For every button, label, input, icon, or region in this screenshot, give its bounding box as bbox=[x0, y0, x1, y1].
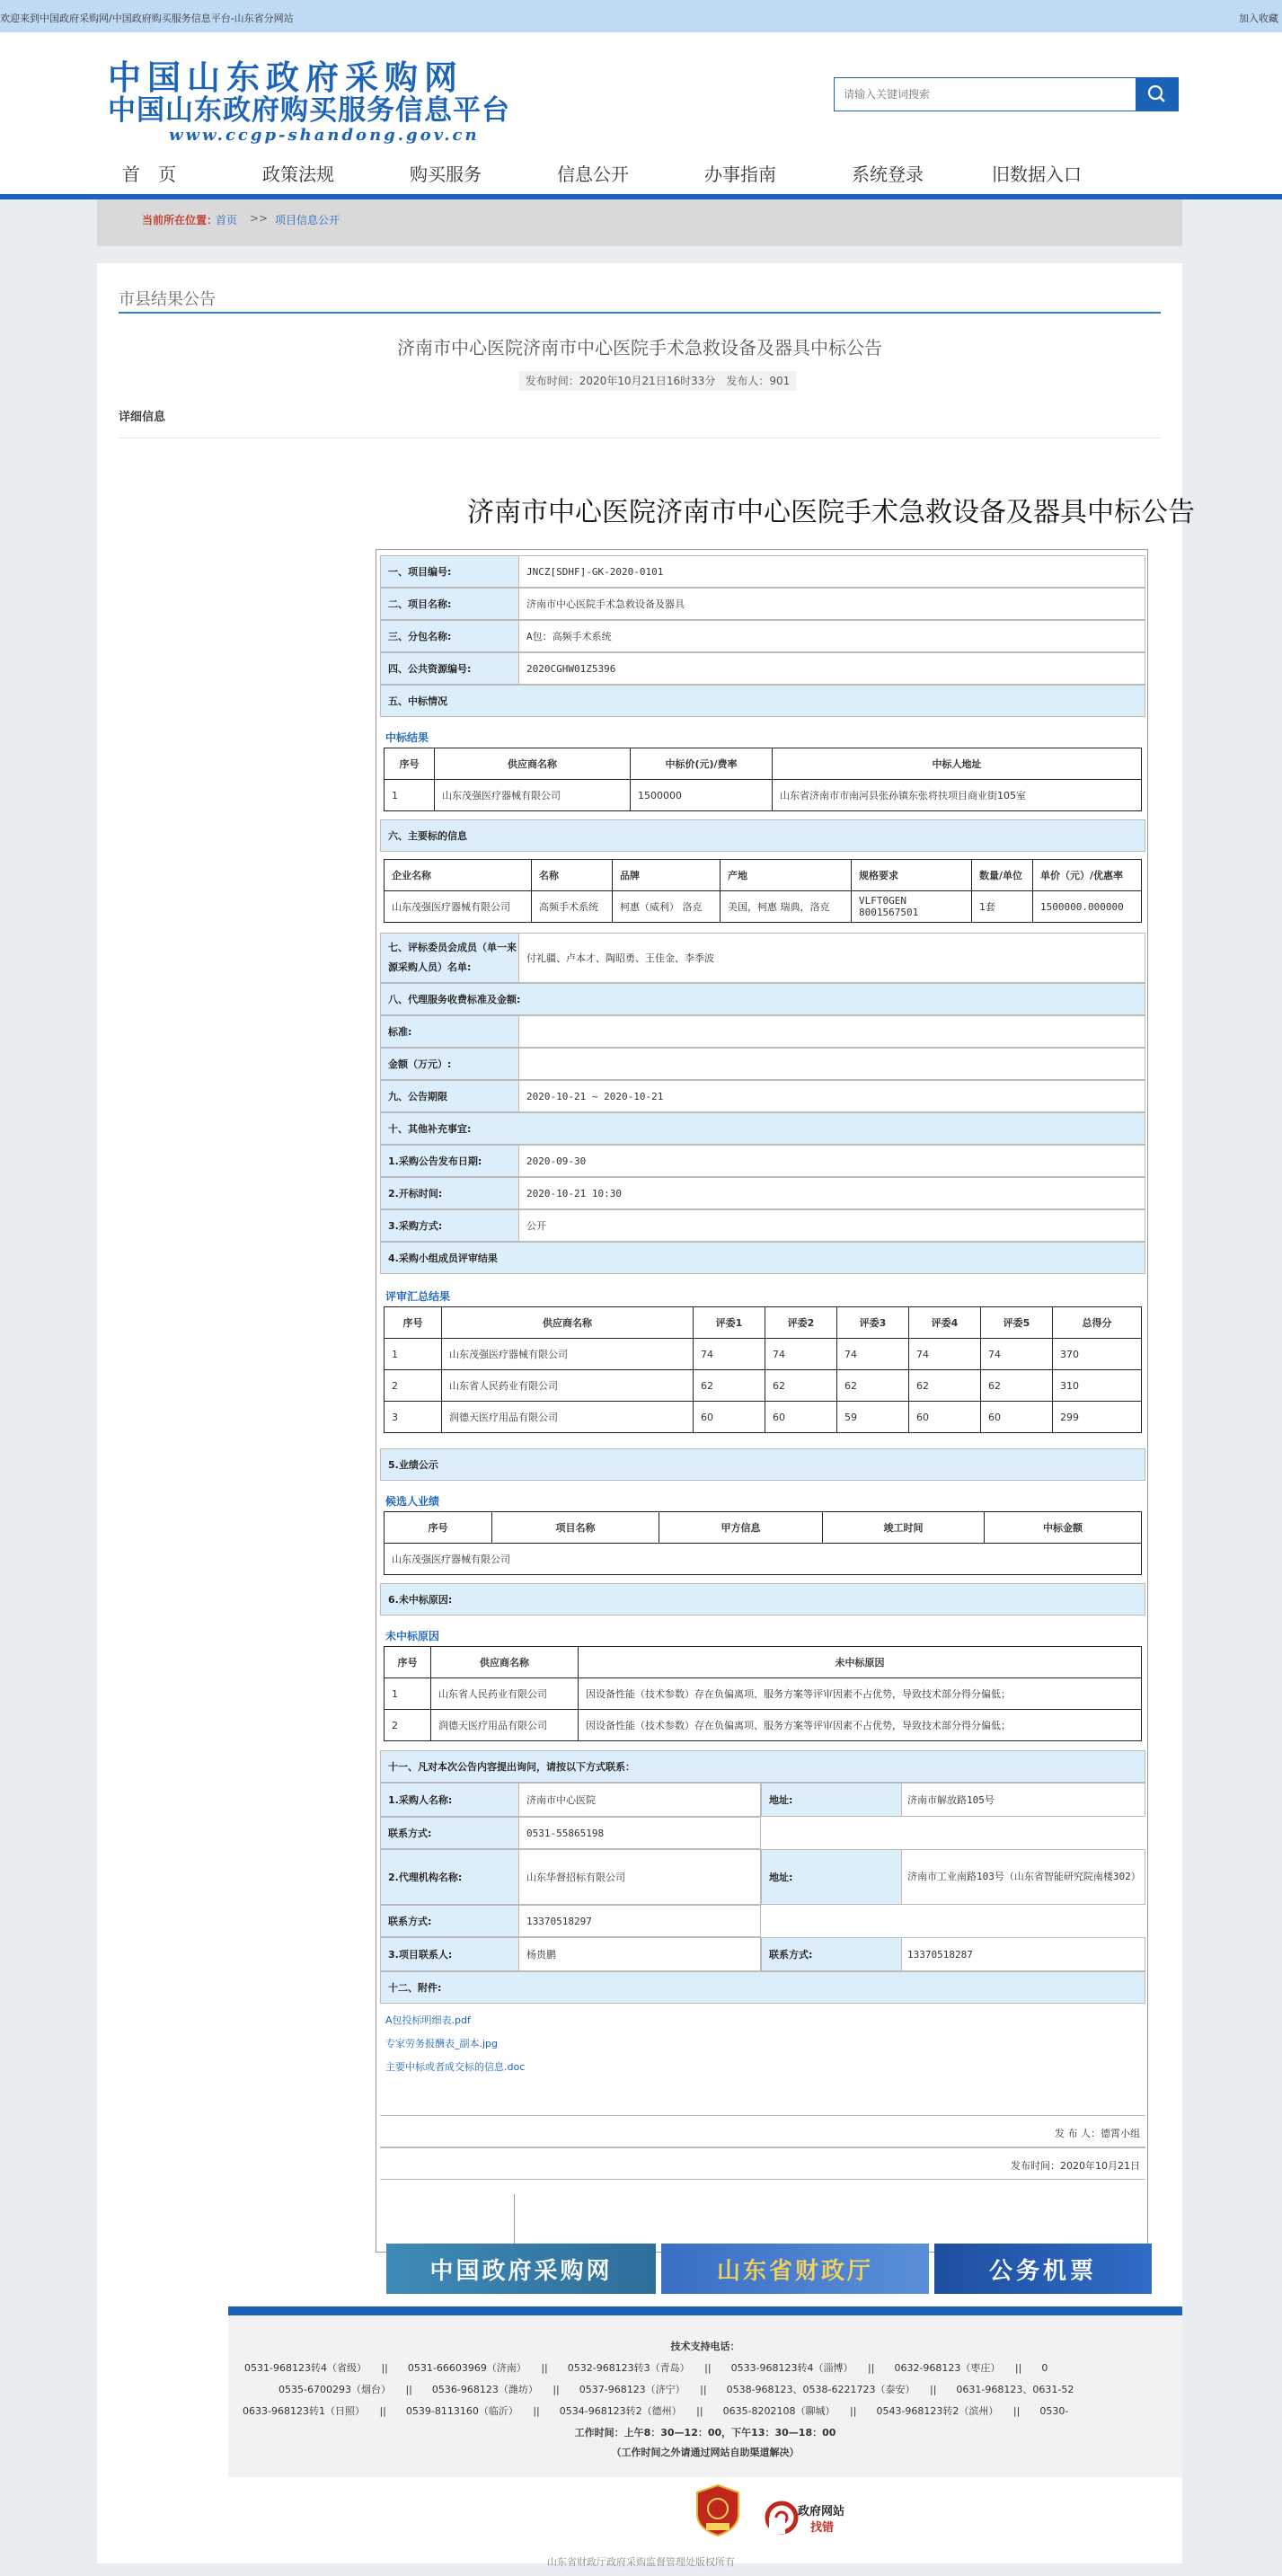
table-header: 产地 bbox=[721, 860, 852, 891]
table-row bbox=[385, 1678, 1142, 1710]
table-cell: 因设备性能（技术参数）存在负偏离项、服务方案等评审因素不占优势，导致技术部分得分偏低； bbox=[579, 1678, 1142, 1710]
nav-policy[interactable]: 政策法规 bbox=[262, 164, 334, 185]
table-cell: 60 bbox=[694, 1402, 765, 1433]
table-cell: 74 bbox=[765, 1339, 837, 1370]
row-fee-heading bbox=[380, 983, 1145, 1015]
table-header: 供应商名称 bbox=[431, 1647, 579, 1678]
table-cell: 62 bbox=[694, 1370, 765, 1402]
label-agency-phone: 联系方式: bbox=[381, 1906, 519, 1936]
table-header: 品牌 bbox=[613, 860, 721, 891]
table-cell: 因设备性能（技术参数）存在负偏离项、服务方案等评审因素不占优势，导致技术部分得分偏低； bbox=[579, 1710, 1142, 1741]
items-table bbox=[384, 859, 1142, 923]
row-notice-period bbox=[380, 1080, 1145, 1112]
score-subtitle: 评审汇总结果 bbox=[385, 1290, 451, 1303]
table-header: 评委1 bbox=[694, 1307, 765, 1339]
label-agency: 2.代理机构名称: bbox=[381, 1850, 519, 1904]
row-agency-address bbox=[761, 1849, 1145, 1905]
row-attach-heading bbox=[380, 1971, 1145, 2004]
top-bar bbox=[0, 0, 1282, 32]
label-fee-standard: 标准: bbox=[381, 1016, 519, 1047]
table-row bbox=[385, 1710, 1142, 1741]
table-header: 项目名称 bbox=[492, 1512, 659, 1544]
label-purchaser-address: 地址: bbox=[762, 1784, 902, 1816]
table-cell: 310 bbox=[1053, 1370, 1142, 1402]
row-method bbox=[380, 1209, 1145, 1242]
table-cell: 1套 bbox=[972, 891, 1033, 923]
table-cell: 370 bbox=[1053, 1339, 1142, 1370]
table-cell: 润德天医疗用品有限公司 bbox=[442, 1402, 694, 1433]
table-cell: 62 bbox=[909, 1370, 981, 1402]
label-contact-person: 3.项目联系人: bbox=[381, 1938, 519, 1970]
row-contact-person bbox=[380, 1937, 761, 1971]
table-cell: VLFT0GEN 8001567501 bbox=[852, 891, 972, 923]
heading-review: 4.采购小组成员评审结果 bbox=[381, 1243, 1145, 1273]
label-agency-address: 地址: bbox=[762, 1850, 902, 1904]
table-header: 序号 bbox=[385, 1512, 492, 1544]
table-row bbox=[385, 780, 1142, 811]
win-subtitle: 中标结果 bbox=[385, 731, 429, 744]
value-committee: 付礼疆、卢本才、陶昭勇、王佳金、李季波 bbox=[526, 952, 714, 964]
heading-win: 五、中标情况 bbox=[381, 686, 1145, 716]
table-header: 甲方信息 bbox=[659, 1512, 823, 1544]
table-header-row bbox=[385, 1307, 1142, 1339]
breadcrumb-label: 当前所在位置： bbox=[142, 214, 218, 226]
row-project-name bbox=[380, 588, 1145, 620]
lose-table bbox=[384, 1646, 1142, 1741]
row-fee-amount bbox=[380, 1048, 1145, 1080]
value-project-name: 济南市中心医院手术急救设备及器具 bbox=[526, 598, 685, 610]
pubtime-text: 发布时间：2020年10月21日 bbox=[1011, 2160, 1140, 2172]
table-header: 评委5 bbox=[981, 1307, 1053, 1339]
table-header: 规格要求 bbox=[852, 860, 972, 891]
label-method: 3.采购方式: bbox=[381, 1210, 519, 1241]
value-contact-person: 杨贵鹏 bbox=[526, 1949, 556, 1961]
table-cell: 74 bbox=[909, 1339, 981, 1370]
doc-corner-cell bbox=[376, 2194, 515, 2248]
table-header: 评委4 bbox=[909, 1307, 981, 1339]
table-cell: 山东茂强医疗器械有限公司 bbox=[442, 1339, 694, 1370]
heading-perf: 5.业绩公示 bbox=[381, 1449, 1145, 1480]
row-other-heading bbox=[380, 1112, 1145, 1145]
table-header: 竣工时间 bbox=[823, 1512, 985, 1544]
table-header: 序号 bbox=[385, 1647, 431, 1678]
value-agency: 山东华督招标有限公司 bbox=[526, 1872, 625, 1883]
label-committee: 七、评标委员会成员（单一来源采购人员）名单: bbox=[381, 934, 519, 982]
heading-attach: 十二、附件: bbox=[381, 1972, 1145, 2003]
value-purchaser-phone: 0531-55865198 bbox=[526, 1827, 605, 1839]
gov-site-sub: 找错 bbox=[810, 2521, 835, 2535]
nav-login[interactable]: 系统登录 bbox=[852, 164, 924, 185]
row-project-code bbox=[380, 555, 1145, 588]
table-row bbox=[385, 1402, 1142, 1433]
heading-items: 六、主要标的信息 bbox=[381, 820, 1145, 851]
search-input[interactable] bbox=[835, 78, 1131, 111]
table-cell: 60 bbox=[909, 1402, 981, 1433]
table-cell: 1 bbox=[385, 1339, 442, 1370]
nav-services[interactable]: 购买服务 bbox=[410, 164, 482, 185]
banner-finance[interactable]: 山东省财政厅 bbox=[661, 2244, 929, 2294]
row-package-name bbox=[380, 620, 1145, 652]
table-cell: 59 bbox=[837, 1402, 909, 1433]
value-contact-phone: 13370518287 bbox=[907, 1948, 973, 1961]
row-open-time bbox=[380, 1177, 1145, 1209]
search-button[interactable] bbox=[1136, 77, 1179, 111]
row-contact-phone bbox=[761, 1937, 1145, 1971]
party-badge-icon[interactable] bbox=[694, 2483, 742, 2537]
nav-info[interactable]: 信息公开 bbox=[557, 164, 629, 185]
row-agency bbox=[380, 1849, 761, 1905]
logo-url: www.ccgp-shandong.gov.cn bbox=[169, 126, 480, 145]
article-title: 济南市中心医院济南市中心医院手术急救设备及器具中标公告 bbox=[397, 337, 882, 359]
breadcrumb-home[interactable]: 首页 bbox=[216, 214, 238, 226]
table-cell: 美国，柯惠 瑞典，洛克 bbox=[721, 891, 852, 923]
row-purchaser-phone bbox=[380, 1817, 761, 1849]
row-publish-date bbox=[380, 1145, 1145, 1177]
row-purchaser bbox=[380, 1783, 761, 1817]
table-header: 总得分 bbox=[1053, 1307, 1142, 1339]
label-project-code: 一、项目编号: bbox=[381, 556, 519, 587]
value-notice-period: 2020-10-21 ~ 2020-10-21 bbox=[526, 1090, 664, 1102]
table-cell: 2 bbox=[385, 1710, 431, 1741]
announcement-document bbox=[376, 549, 1148, 2253]
document-title: 济南市中心医院济南市中心医院手术急救设备及器具中标公告 bbox=[467, 497, 1195, 528]
table-cell: 74 bbox=[694, 1339, 765, 1370]
footer-hours: 工作时间：上午8：30—12：00，下午13：30—18：00 bbox=[574, 2427, 836, 2439]
gov-site-error-badge[interactable] bbox=[764, 2498, 862, 2537]
table-cell: 柯惠（威利） 洛克 bbox=[613, 891, 721, 923]
table-header: 供应商名称 bbox=[442, 1307, 694, 1339]
section-divider bbox=[119, 312, 1161, 314]
gov-site-label: 政府网站 bbox=[798, 2505, 845, 2518]
row-pubtime bbox=[380, 2147, 1145, 2180]
table-header-row bbox=[385, 1647, 1142, 1678]
table-cell: 62 bbox=[981, 1370, 1053, 1402]
table-header: 供应商名称 bbox=[435, 748, 631, 780]
footer-phone-line: 0531-968123转4（省级） || 0531-66603969（济南） || 0532-968123转3（青岛） || 0533-968123转4（淄博） || 0632-968123（枣庄） || 0 bbox=[244, 2362, 1048, 2374]
heading-fee: 八、代理服务收费标准及金额: bbox=[381, 984, 1145, 1014]
table-header: 评委3 bbox=[837, 1307, 909, 1339]
row-win-heading bbox=[380, 685, 1145, 717]
table-header: 企业名称 bbox=[385, 860, 532, 891]
table-row bbox=[385, 891, 1142, 923]
row-resource-code bbox=[380, 652, 1145, 685]
table-cell: 山东省人民药业有限公司 bbox=[431, 1678, 579, 1710]
row-committee bbox=[380, 933, 1145, 983]
main-nav bbox=[0, 158, 1282, 198]
table-header: 单价（元）/优惠率 bbox=[1033, 860, 1142, 891]
table-cell: 山东省人民药业有限公司 bbox=[442, 1370, 694, 1402]
table-header: 中标价(元)/费率 bbox=[631, 748, 773, 780]
table-header-row bbox=[385, 1512, 1142, 1544]
detail-heading: 详细信息 bbox=[119, 411, 166, 424]
footer-title: 技术支持电话： bbox=[670, 2341, 740, 2352]
nav-guide[interactable]: 办事指南 bbox=[704, 164, 776, 185]
publisher-text: 发 布 人：德霄小组 bbox=[1055, 2128, 1140, 2139]
table-cell: 3 bbox=[385, 1402, 442, 1433]
table-row bbox=[385, 1370, 1142, 1402]
nav-old-data[interactable]: 旧数据入口 bbox=[992, 164, 1082, 185]
attachment-link[interactable]: 专家劳务报酬表_副本.jpg bbox=[385, 2038, 499, 2049]
header bbox=[0, 32, 1282, 185]
table-header: 中标人地址 bbox=[773, 748, 1142, 780]
table-cell: 山东茂强医疗器械有限公司 bbox=[385, 1544, 1142, 1575]
value-agency-address: 济南市工业南路103号（山东省智能研究院南楼302） bbox=[907, 1871, 1141, 1882]
heading-contact: 十一、凡对本次公告内容提出询问，请按以下方式联系： bbox=[381, 1751, 1145, 1782]
value-project-code: JNCZ[SDHF]-GK-2020-0101 bbox=[526, 565, 664, 578]
add-favorite-link[interactable]: 加入收藏 bbox=[1239, 13, 1278, 24]
table-row bbox=[385, 1544, 1142, 1575]
row-review-heading bbox=[380, 1242, 1145, 1274]
breadcrumb-sep: >> bbox=[250, 212, 269, 225]
attachment-link[interactable]: A包投标明细表.pdf bbox=[385, 2014, 471, 2026]
win-table bbox=[384, 748, 1142, 811]
label-purchaser-phone: 联系方式: bbox=[381, 1818, 519, 1848]
label-publish-date: 1.采购公告发布日期: bbox=[381, 1146, 519, 1176]
table-header: 名称 bbox=[532, 860, 613, 891]
table-cell: 1 bbox=[385, 780, 435, 811]
table-cell: 1500000 bbox=[631, 780, 773, 811]
logo-line2: 中国山东政府购买服务信息平台 bbox=[108, 94, 510, 127]
article-meta: 发布时间：2020年10月21日16时33分 发布人：901 bbox=[519, 371, 796, 391]
lose-subtitle: 未中标原因 bbox=[385, 1630, 440, 1642]
row-fee-standard bbox=[380, 1015, 1145, 1048]
search-icon bbox=[1136, 77, 1179, 111]
value-resource-code: 2020CGHW01Z5396 bbox=[526, 662, 616, 675]
footer-phone-line: 0633-968123转1（日照） || 0539-8113160（临沂） || 0534-968123转2（德州） || 0635-8202108（聊城） || 0543-968123转2（滨州） || 0530- bbox=[243, 2405, 1069, 2417]
main-content bbox=[97, 263, 1195, 2563]
table-header: 数量/单位 bbox=[972, 860, 1033, 891]
breadcrumb-current[interactable]: 项目信息公开 bbox=[275, 214, 340, 226]
table-header: 中标金额 bbox=[985, 1512, 1142, 1544]
table-row bbox=[385, 1339, 1142, 1370]
value-purchaser-address: 济南市解放路105号 bbox=[907, 1794, 995, 1806]
footer-note: （工作时间之外请通过网站自助渠道解决） bbox=[611, 2447, 800, 2458]
label-project-name: 二、项目名称: bbox=[381, 589, 519, 619]
table-cell: 60 bbox=[981, 1402, 1053, 1433]
label-purchaser: 1.采购人名称: bbox=[381, 1784, 519, 1816]
footer-top-bar bbox=[228, 2306, 1182, 2315]
table-header: 未中标原因 bbox=[579, 1647, 1142, 1678]
table-header: 序号 bbox=[385, 1307, 442, 1339]
value-open-time: 2020-10-21 10:30 bbox=[526, 1187, 622, 1199]
site-logo[interactable] bbox=[108, 59, 575, 146]
table-header: 序号 bbox=[385, 748, 435, 780]
table-cell: 山东茂强医疗器械有限公司 bbox=[385, 891, 532, 923]
label-package-name: 三、分包名称: bbox=[381, 621, 519, 651]
table-cell: 山东茂强医疗器械有限公司 bbox=[435, 780, 631, 811]
banner-links bbox=[386, 2244, 1155, 2294]
table-cell: 1500000.000000 bbox=[1033, 891, 1142, 923]
table-cell: 299 bbox=[1053, 1402, 1142, 1433]
table-cell: 山东省济南市市南河县张孙镇东张将扶项目商业街105室 bbox=[773, 780, 1142, 811]
value-package-name: A包：高频手术系统 bbox=[526, 631, 612, 642]
label-open-time: 2.开标时间: bbox=[381, 1178, 519, 1208]
banner-ticket[interactable]: 公务机票 bbox=[934, 2244, 1152, 2294]
row-purchaser-address bbox=[761, 1783, 1145, 1817]
label-fee-amount: 金额（万元）: bbox=[381, 1049, 519, 1079]
value-publish-date: 2020-09-30 bbox=[526, 1155, 587, 1167]
table-cell: 2 bbox=[385, 1370, 442, 1402]
label-resource-code: 四、公共资源编号: bbox=[381, 653, 519, 684]
attachment-link[interactable]: 主要中标或者成交标的信息.doc bbox=[385, 2061, 526, 2073]
value-method: 公开 bbox=[526, 1220, 546, 1232]
row-contact-heading bbox=[380, 1750, 1145, 1783]
label-contact-phone: 联系方式: bbox=[762, 1938, 902, 1970]
table-cell: 60 bbox=[765, 1402, 837, 1433]
table-cell: 62 bbox=[837, 1370, 909, 1402]
row-agency-phone bbox=[380, 1905, 761, 1937]
welcome-text: 欢迎来到中国政府采购网/中国政府购买服务信息平台-山东省分网站 bbox=[0, 13, 294, 24]
table-cell: 62 bbox=[765, 1370, 837, 1402]
copyright: 山东省财政厅政府采购监督管理处版权所有 bbox=[547, 2556, 735, 2568]
row-lose-heading bbox=[380, 1583, 1145, 1616]
table-header: 评委2 bbox=[765, 1307, 837, 1339]
heading-other: 十、其他补充事宜: bbox=[381, 1113, 1145, 1144]
section-title: 市县结果公告 bbox=[119, 290, 216, 309]
heading-lose: 6.未中标原因: bbox=[381, 1584, 1145, 1615]
table-cell: 1 bbox=[385, 1678, 431, 1710]
value-purchaser: 济南市中心医院 bbox=[526, 1794, 596, 1806]
banner-ccgp[interactable]: 中国政府采购网 bbox=[386, 2244, 656, 2294]
search-box bbox=[834, 77, 1179, 111]
nav-home[interactable]: 首 页 bbox=[122, 164, 176, 185]
attachment-list bbox=[385, 2009, 525, 2079]
score-table bbox=[384, 1306, 1142, 1433]
footer bbox=[228, 2306, 1182, 2477]
row-publisher bbox=[380, 2115, 1145, 2147]
label-notice-period: 九、公告期限 bbox=[381, 1081, 519, 1111]
table-cell: 高频手术系统 bbox=[532, 891, 613, 923]
value-agency-phone: 13370518297 bbox=[526, 1915, 592, 1927]
gov-site-icon bbox=[764, 2498, 800, 2537]
logo-line1: 中国山东政府采购网 bbox=[108, 58, 464, 97]
row-items-heading bbox=[380, 819, 1145, 852]
perf-table bbox=[384, 1511, 1142, 1575]
footer-phone-line: 0535-6700293（烟台） || 0536-968123（潍坊） || 0537-968123（济宁） || 0538-968123、0538-6221723（泰安） || 0631-968123、0631-52 bbox=[279, 2384, 1074, 2395]
table-cell: 74 bbox=[981, 1339, 1053, 1370]
row-perf-heading bbox=[380, 1448, 1145, 1481]
table-header-row bbox=[385, 860, 1142, 891]
table-cell: 74 bbox=[837, 1339, 909, 1370]
table-header-row bbox=[385, 748, 1142, 780]
perf-subtitle: 候选人业绩 bbox=[385, 1495, 440, 1508]
breadcrumb bbox=[97, 199, 1182, 246]
table-cell: 润德天医疗用品有限公司 bbox=[431, 1710, 579, 1741]
